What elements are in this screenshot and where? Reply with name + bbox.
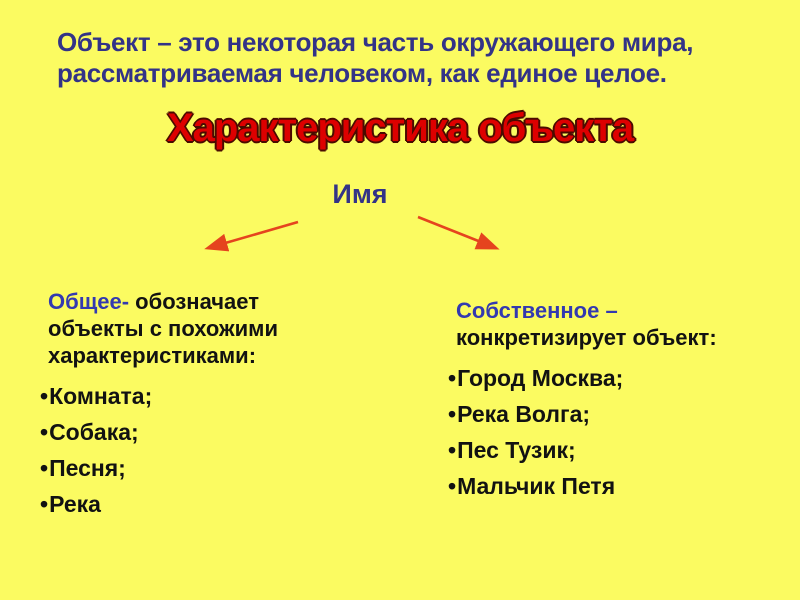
left-arrow [208,222,298,248]
branch-root-label: Имя [332,179,388,209]
left-branch-block [40,288,358,526]
list-item: • Река Волга; [448,400,750,428]
right-branch-definition: конкретизирует объект: [456,325,717,350]
right-branch-term: Собственное – [456,298,618,323]
definition-line-2: рассматриваемая человеком, как единое целое. [57,58,667,88]
list-item: • Комната; [40,382,358,410]
list-item: • Пес Тузик; [448,436,750,464]
list-item: • Город Москва; [448,364,750,392]
left-branch-definition: обозначает объекты с похожими характеристиками: [48,289,278,368]
left-branch-heading [48,288,358,369]
right-arrow [418,217,496,248]
right-branch-items [448,364,750,500]
list-item: • Песня; [40,454,358,482]
slide-title: Характеристика объекта [166,106,634,150]
list-item: • Собака; [40,418,358,446]
left-branch-term: Общее- [48,289,130,314]
definition-line-1: Объект – это некоторая часть окружающего мира, [57,27,694,57]
list-item: • Река [40,490,358,518]
definition-paragraph [57,27,693,89]
left-branch-items [40,382,358,518]
right-branch-block [448,297,750,508]
right-branch-heading [456,297,750,351]
list-item: • Мальчик Петя [448,472,750,500]
